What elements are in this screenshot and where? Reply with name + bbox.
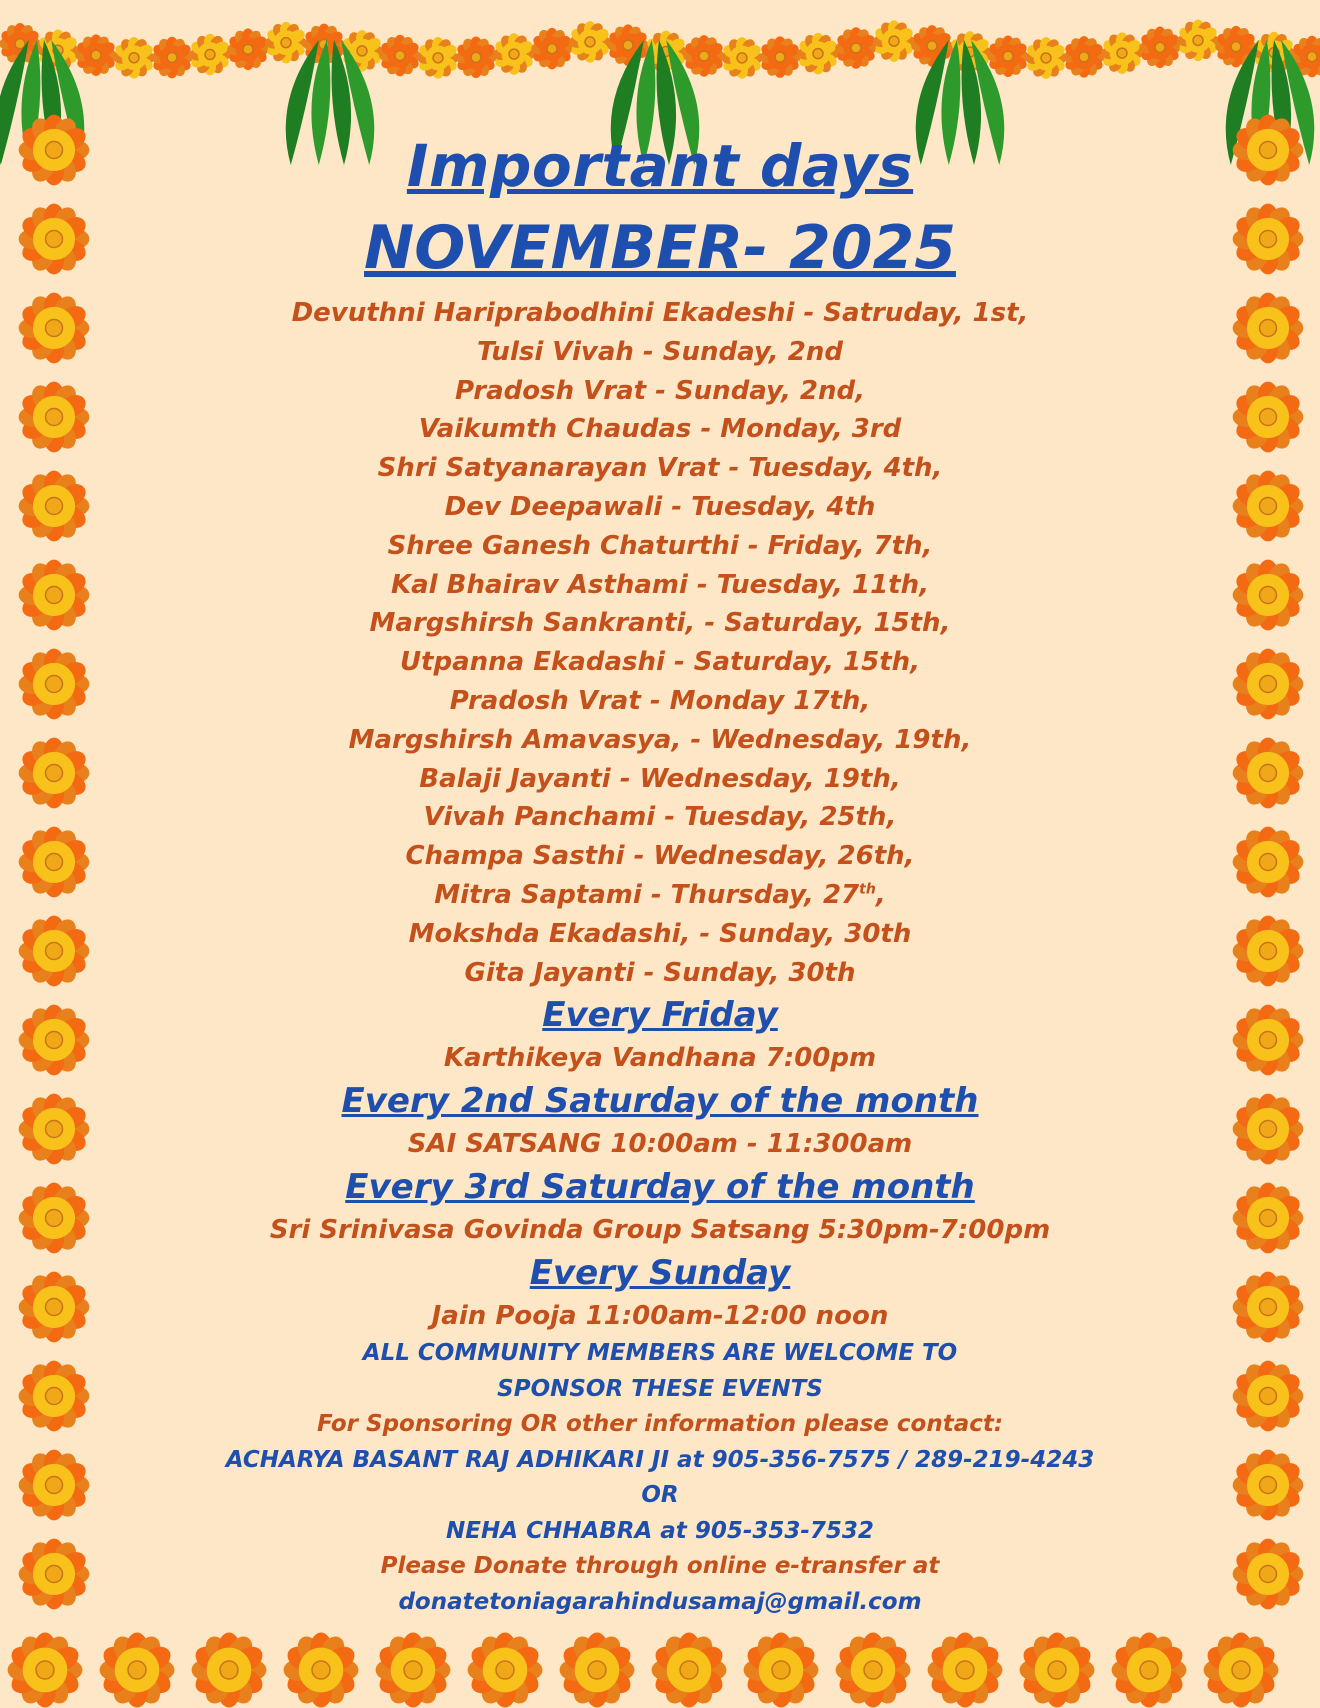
event-item: Gita Jayanti - Sunday, 30th bbox=[464, 957, 856, 988]
marigold-flower-icon bbox=[18, 470, 89, 541]
event-item: Shri Satyanarayan Vrat - Tuesday, 4th, bbox=[377, 453, 943, 484]
marigold-flower-icon bbox=[683, 35, 725, 77]
marigold-flower-icon bbox=[18, 292, 89, 363]
marigold-flower-icon bbox=[18, 915, 89, 986]
event-item: Kal Bhairav Asthami - Tuesday, 11th, bbox=[390, 569, 929, 600]
marigold-flower-icon bbox=[1111, 1632, 1187, 1708]
event-item: Devuthni Hariprabodhini Ekadeshi - Satruday, 1st, bbox=[291, 298, 1029, 328]
marigold-flower-icon bbox=[1101, 32, 1143, 74]
marigold-flower-icon bbox=[455, 36, 497, 78]
marigold-flower-icon bbox=[559, 1632, 635, 1708]
marigold-flower-icon bbox=[987, 35, 1029, 77]
marigold-flower-icon bbox=[18, 1182, 89, 1253]
event-item-mitra-saptami bbox=[150, 876, 1170, 915]
month-heading: NOVEMBER- 2025 bbox=[364, 213, 956, 283]
right-flower-border bbox=[1228, 110, 1308, 1627]
marigold-flower-icon bbox=[417, 37, 459, 79]
marigold-flower-icon bbox=[1232, 826, 1303, 897]
marigold-flower-icon bbox=[18, 1538, 89, 1609]
flower-column-icon bbox=[1228, 110, 1308, 1623]
recurring-detail-3rd-saturday: Sri Srinivasa Govinda Group Satsang 5:30pm-7:00pm bbox=[269, 1215, 1051, 1246]
event-item: Pradosh Vrat - Sunday, 2nd, bbox=[455, 375, 865, 406]
marigold-flower-icon bbox=[1025, 37, 1067, 79]
marigold-flower-icon bbox=[759, 36, 801, 78]
recurring-heading-sunday: Every Sunday bbox=[529, 1253, 791, 1294]
marigold-flower-icon bbox=[1232, 1360, 1303, 1431]
flower-column-icon bbox=[14, 110, 94, 1623]
marigold-flower-icon bbox=[873, 20, 915, 62]
event-item: Pradosh Vrat - Monday 17th, bbox=[449, 685, 871, 716]
marigold-flower-icon bbox=[1232, 1271, 1303, 1342]
marigold-flower-icon bbox=[99, 1632, 175, 1708]
marigold-flower-icon bbox=[18, 1093, 89, 1164]
event-text: Mitra Saptami - Thursday, 27 bbox=[434, 879, 860, 910]
contact-intro: For Sponsoring OR other information please contact: bbox=[316, 1411, 1004, 1438]
event-item: Margshirsh Amavasya, - Wednesday, 19th, bbox=[348, 724, 972, 755]
marigold-flower-icon bbox=[18, 559, 89, 630]
marigold-flower-icon bbox=[1232, 1093, 1303, 1164]
marigold-flower-icon bbox=[18, 1271, 89, 1342]
marigold-flower-icon bbox=[151, 37, 193, 79]
marigold-flower-icon bbox=[1019, 1632, 1095, 1708]
contact-acharya: ACHARYA BASANT RAJ ADHIKARI JI at 905-356-7575 / 289-219-4243 bbox=[225, 1446, 1095, 1473]
marigold-flower-icon bbox=[467, 1632, 543, 1708]
marigold-flower-icon bbox=[1177, 19, 1219, 61]
recurring-heading-2nd-saturday: Every 2nd Saturday of the month bbox=[341, 1081, 979, 1122]
marigold-flower-icon bbox=[1232, 559, 1303, 630]
marigold-flower-icon bbox=[1232, 1004, 1303, 1075]
marigold-flower-icon bbox=[113, 37, 155, 79]
event-item: Vivah Panchami - Tuesday, 25th, bbox=[423, 802, 897, 833]
marigold-flower-icon bbox=[75, 34, 117, 76]
event-item: Mokshda Ekadashi, - Sunday, 30th bbox=[408, 918, 912, 949]
event-item: Shree Ganesh Chaturthi - Friday, 7th, bbox=[387, 530, 933, 561]
marigold-flower-icon bbox=[1232, 292, 1303, 363]
marigold-flower-icon bbox=[1232, 915, 1303, 986]
contact-neha: NEHA CHHABRA at 905-353-7532 bbox=[446, 1517, 874, 1544]
marigold-flower-icon bbox=[18, 648, 89, 719]
event-item: Champa Sasthi - Wednesday, 26th, bbox=[405, 841, 915, 872]
marigold-flower-icon bbox=[18, 381, 89, 452]
marigold-flower-icon bbox=[283, 1632, 359, 1708]
marigold-flower-icon bbox=[493, 33, 535, 75]
event-item: Tulsi Vivah - Sunday, 2nd bbox=[477, 336, 843, 367]
marigold-flower-icon bbox=[569, 21, 611, 63]
event-item: Utpanna Ekadashi - Saturday, 15th, bbox=[399, 647, 921, 678]
recurring-heading-friday: Every Friday bbox=[542, 995, 778, 1036]
marigold-flower-icon bbox=[227, 28, 269, 70]
marigold-flower-icon bbox=[18, 1449, 89, 1520]
recurring-heading-3rd-saturday: Every 3rd Saturday of the month bbox=[345, 1167, 975, 1208]
marigold-flower-icon bbox=[743, 1632, 819, 1708]
flyer-content bbox=[150, 124, 1170, 1620]
marigold-flower-icon bbox=[379, 35, 421, 77]
marigold-flower-icon bbox=[1232, 114, 1303, 185]
marigold-flower-icon bbox=[1139, 26, 1181, 68]
footer bbox=[150, 1336, 1170, 1620]
marigold-flower-icon bbox=[1232, 381, 1303, 452]
left-flower-border bbox=[14, 110, 94, 1627]
marigold-flower-icon bbox=[189, 34, 231, 76]
page-title: Important days bbox=[406, 132, 914, 200]
marigold-flower-icon bbox=[18, 1360, 89, 1431]
marigold-flower-icon bbox=[18, 114, 89, 185]
marigold-flower-icon bbox=[18, 203, 89, 274]
donate-email: donatetoniagarahindusamaj@gmail.com bbox=[398, 1588, 922, 1615]
event-item: Dev Deepawali - Tuesday, 4th bbox=[444, 491, 876, 522]
marigold-flower-icon bbox=[191, 1632, 267, 1708]
marigold-flower-icon bbox=[18, 737, 89, 808]
marigold-flower-icon bbox=[18, 826, 89, 897]
welcome-line: ALL COMMUNITY MEMBERS ARE WELCOME TO bbox=[362, 1340, 958, 1367]
marigold-flower-icon bbox=[1063, 36, 1105, 78]
marigold-flower-icon bbox=[1232, 1449, 1303, 1520]
recurring-detail-sunday: Jain Pooja 11:00am-12:00 noon bbox=[431, 1301, 889, 1332]
recurring-detail-friday: Karthikeya Vandhana 7:00pm bbox=[443, 1043, 877, 1074]
marigold-flower-icon bbox=[1203, 1632, 1279, 1708]
event-item: Margshirsh Sankranti, - Saturday, 15th, bbox=[369, 608, 951, 639]
marigold-flower-icon bbox=[1232, 470, 1303, 541]
marigold-flower-icon bbox=[835, 27, 877, 69]
marigold-flower-icon bbox=[927, 1632, 1003, 1708]
donate-text: Please Donate through online e-transfer at bbox=[380, 1553, 940, 1580]
marigold-flower-icon bbox=[1232, 648, 1303, 719]
marigold-flower-icon bbox=[18, 1004, 89, 1075]
marigold-flower-icon bbox=[1232, 737, 1303, 808]
marigold-flower-icon bbox=[7, 1632, 83, 1708]
marigold-flower-icon bbox=[721, 37, 763, 79]
event-item: Vaikumth Chaudas - Monday, 3rd bbox=[418, 414, 902, 445]
recurring-detail-2nd-saturday: SAI SATSANG 10:00am - 11:300am bbox=[407, 1129, 913, 1160]
marigold-flower-icon bbox=[1232, 203, 1303, 274]
event-item: Balaji Jayanti - Wednesday, 19th, bbox=[419, 763, 901, 794]
event-punctuation: , bbox=[875, 879, 886, 910]
contact-or: OR bbox=[641, 1482, 679, 1509]
marigold-flower-icon bbox=[375, 1632, 451, 1708]
ordinal-suffix: th bbox=[859, 881, 876, 898]
marigold-flower-icon bbox=[265, 22, 307, 64]
marigold-flower-icon bbox=[797, 33, 839, 75]
bottom-flower-border bbox=[0, 1624, 1320, 1708]
marigold-flower-icon bbox=[531, 28, 573, 70]
event-list bbox=[150, 294, 1170, 992]
marigold-flower-icon bbox=[1232, 1182, 1303, 1253]
welcome-line: SPONSOR THESE EVENTS bbox=[497, 1375, 823, 1402]
marigold-flower-icon bbox=[651, 1632, 727, 1708]
marigold-flower-icon bbox=[835, 1632, 911, 1708]
marigold-flower-icon bbox=[1232, 1538, 1303, 1609]
